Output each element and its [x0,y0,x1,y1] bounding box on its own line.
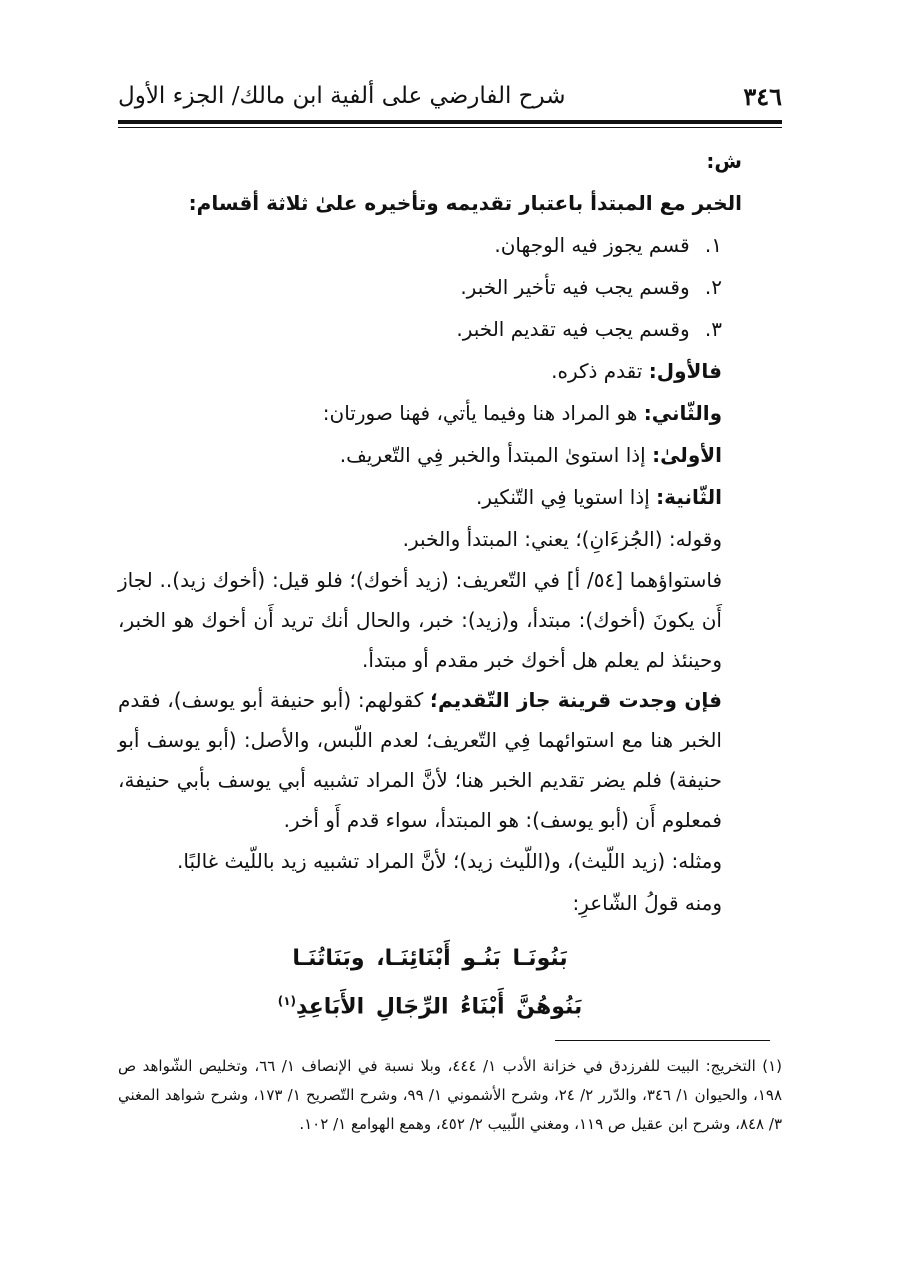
header-rule-thick [118,120,782,124]
running-title: شرح الفارضي على ألفية ابن مالك/ الجزء الأول [118,83,566,109]
thaniya-label: الثّانية: [656,485,722,509]
list-number: ١. [704,233,722,257]
header-rule-thin [118,127,782,128]
first-text: تقدم ذكره. [551,359,649,383]
qarina-label: فإن وجدت قرينة جاز التّقديم؛ [429,688,723,712]
thaniya-text: إذا استويا فِي التّنكير. [475,485,657,509]
footnote-reference: (١) [277,994,297,1008]
list-number: ٢. [704,275,722,299]
verse-hemistich-second [278,980,583,1028]
list-item [118,308,742,350]
section-heading: الخبر مع المبتدأ باعتبار تقديمه وتأخيره علىٰ ثلاثة أقسام: [188,191,742,215]
sheen-marker: ش: [706,149,742,173]
istiwa-paragraph: فاستواؤهما [٥٤/ أ] في التّعريف: (زيد أخوك)؛ فلو قيل: (أخوك زيد).. لجاز أَن يكونَ (أخوك): مبتدأ، و(زيد): خبر، والحال أنك تريد أَن أخوك هو الخبر، وحينئذ لم يعلم هل أخوك خبر مقدم أو مبتدأ. [118,568,723,672]
ula-paragraph [118,434,742,476]
verse-hemistich-first: بَنُونَـا بَنُـو أَبْنَائِنَـا، وبَنَاتُنَـا [292,946,568,971]
poetry-verse [118,938,742,1028]
page-header [118,76,782,116]
list-item [118,224,742,266]
qarina-paragraph [118,680,742,840]
ula-label: الأولىٰ: [652,443,722,467]
thaniya-paragraph [118,476,742,518]
qarina-text: كقولهم: (أبو حنيفة أبو يوسف)، فقدم الخبر هنا مع استوائهما فِي التّعريف؛ لعدم اللّبس، والأصل: (أبو يوسف أبو حنيفة) فلم يضر تقديم الخبر هنا؛ لأنَّ المراد تشبيه أبي يوسف بأبي حنيفة، فمعلوم أَن (أبو يوسف): هو المبتدأ، سواء قدم أَو أخر. [118,688,722,832]
ula-text: إذا استوىٰ المبتدأ والخبر فِي التّعريف. [339,443,653,467]
list-text: وقسم يجب فيه تقديم الخبر. [456,317,690,341]
qawluhu-paragraph: وقوله: (الجُزءَانِ)؛ يعني: المبتدأ والخبر. [402,527,722,551]
list-number: ٣. [704,317,722,341]
list-text: قسم يجوز فيه الوجهان. [494,233,690,257]
second-label: والثّاني: [643,401,722,425]
second-text: هو المراد هنا وفيما يأتي، فهنا صورتان: [322,401,644,425]
mithluhu-paragraph: ومثله: (زيد اللّيث)، و(اللّيث زيد)؛ لأنَّ المراد تشبيه زيد باللّيث غالبًا. [177,849,722,873]
main-text [118,140,742,1028]
list-item [118,266,742,308]
page-number: ٣٤٦ [743,81,782,111]
second-paragraph [118,392,742,434]
footnote-separator [555,1040,770,1041]
minhu-paragraph: ومنه قولُ الشّاعرِ: [572,891,722,915]
list-text: وقسم يجب فيه تأخير الخبر. [460,275,690,299]
first-label: فالأول: [648,359,722,383]
footnote: (١) التخريج: البيت للفرزدق في خزانة الأدب ١/ ٤٤٤، وبلا نسبة في الإنصاف ١/ ٦٦، وتخليص الشّواهد ص ١٩٨، والحيوان ١/ ٣٤٦، والدّرر ٢/ ٢٤، وشرح الأشموني ١/ ٩٩، وشرح التّصريح ١/ ١٧٣، وشرح شواهد المغني ٣/ ٨٤٨، وشرح ابن عقيل ص ١١٩، ومغني اللّبيب ٢/ ٤٥٢، وهمع الهوامع ١/ ١٠٢. [118,1057,783,1133]
first-paragraph [118,350,742,392]
verse-hemistich-second-text: بَنُوهُنَّ أَبْنَاءُ الرِّجَالِ الأَبَاعِدِ [296,994,583,1020]
